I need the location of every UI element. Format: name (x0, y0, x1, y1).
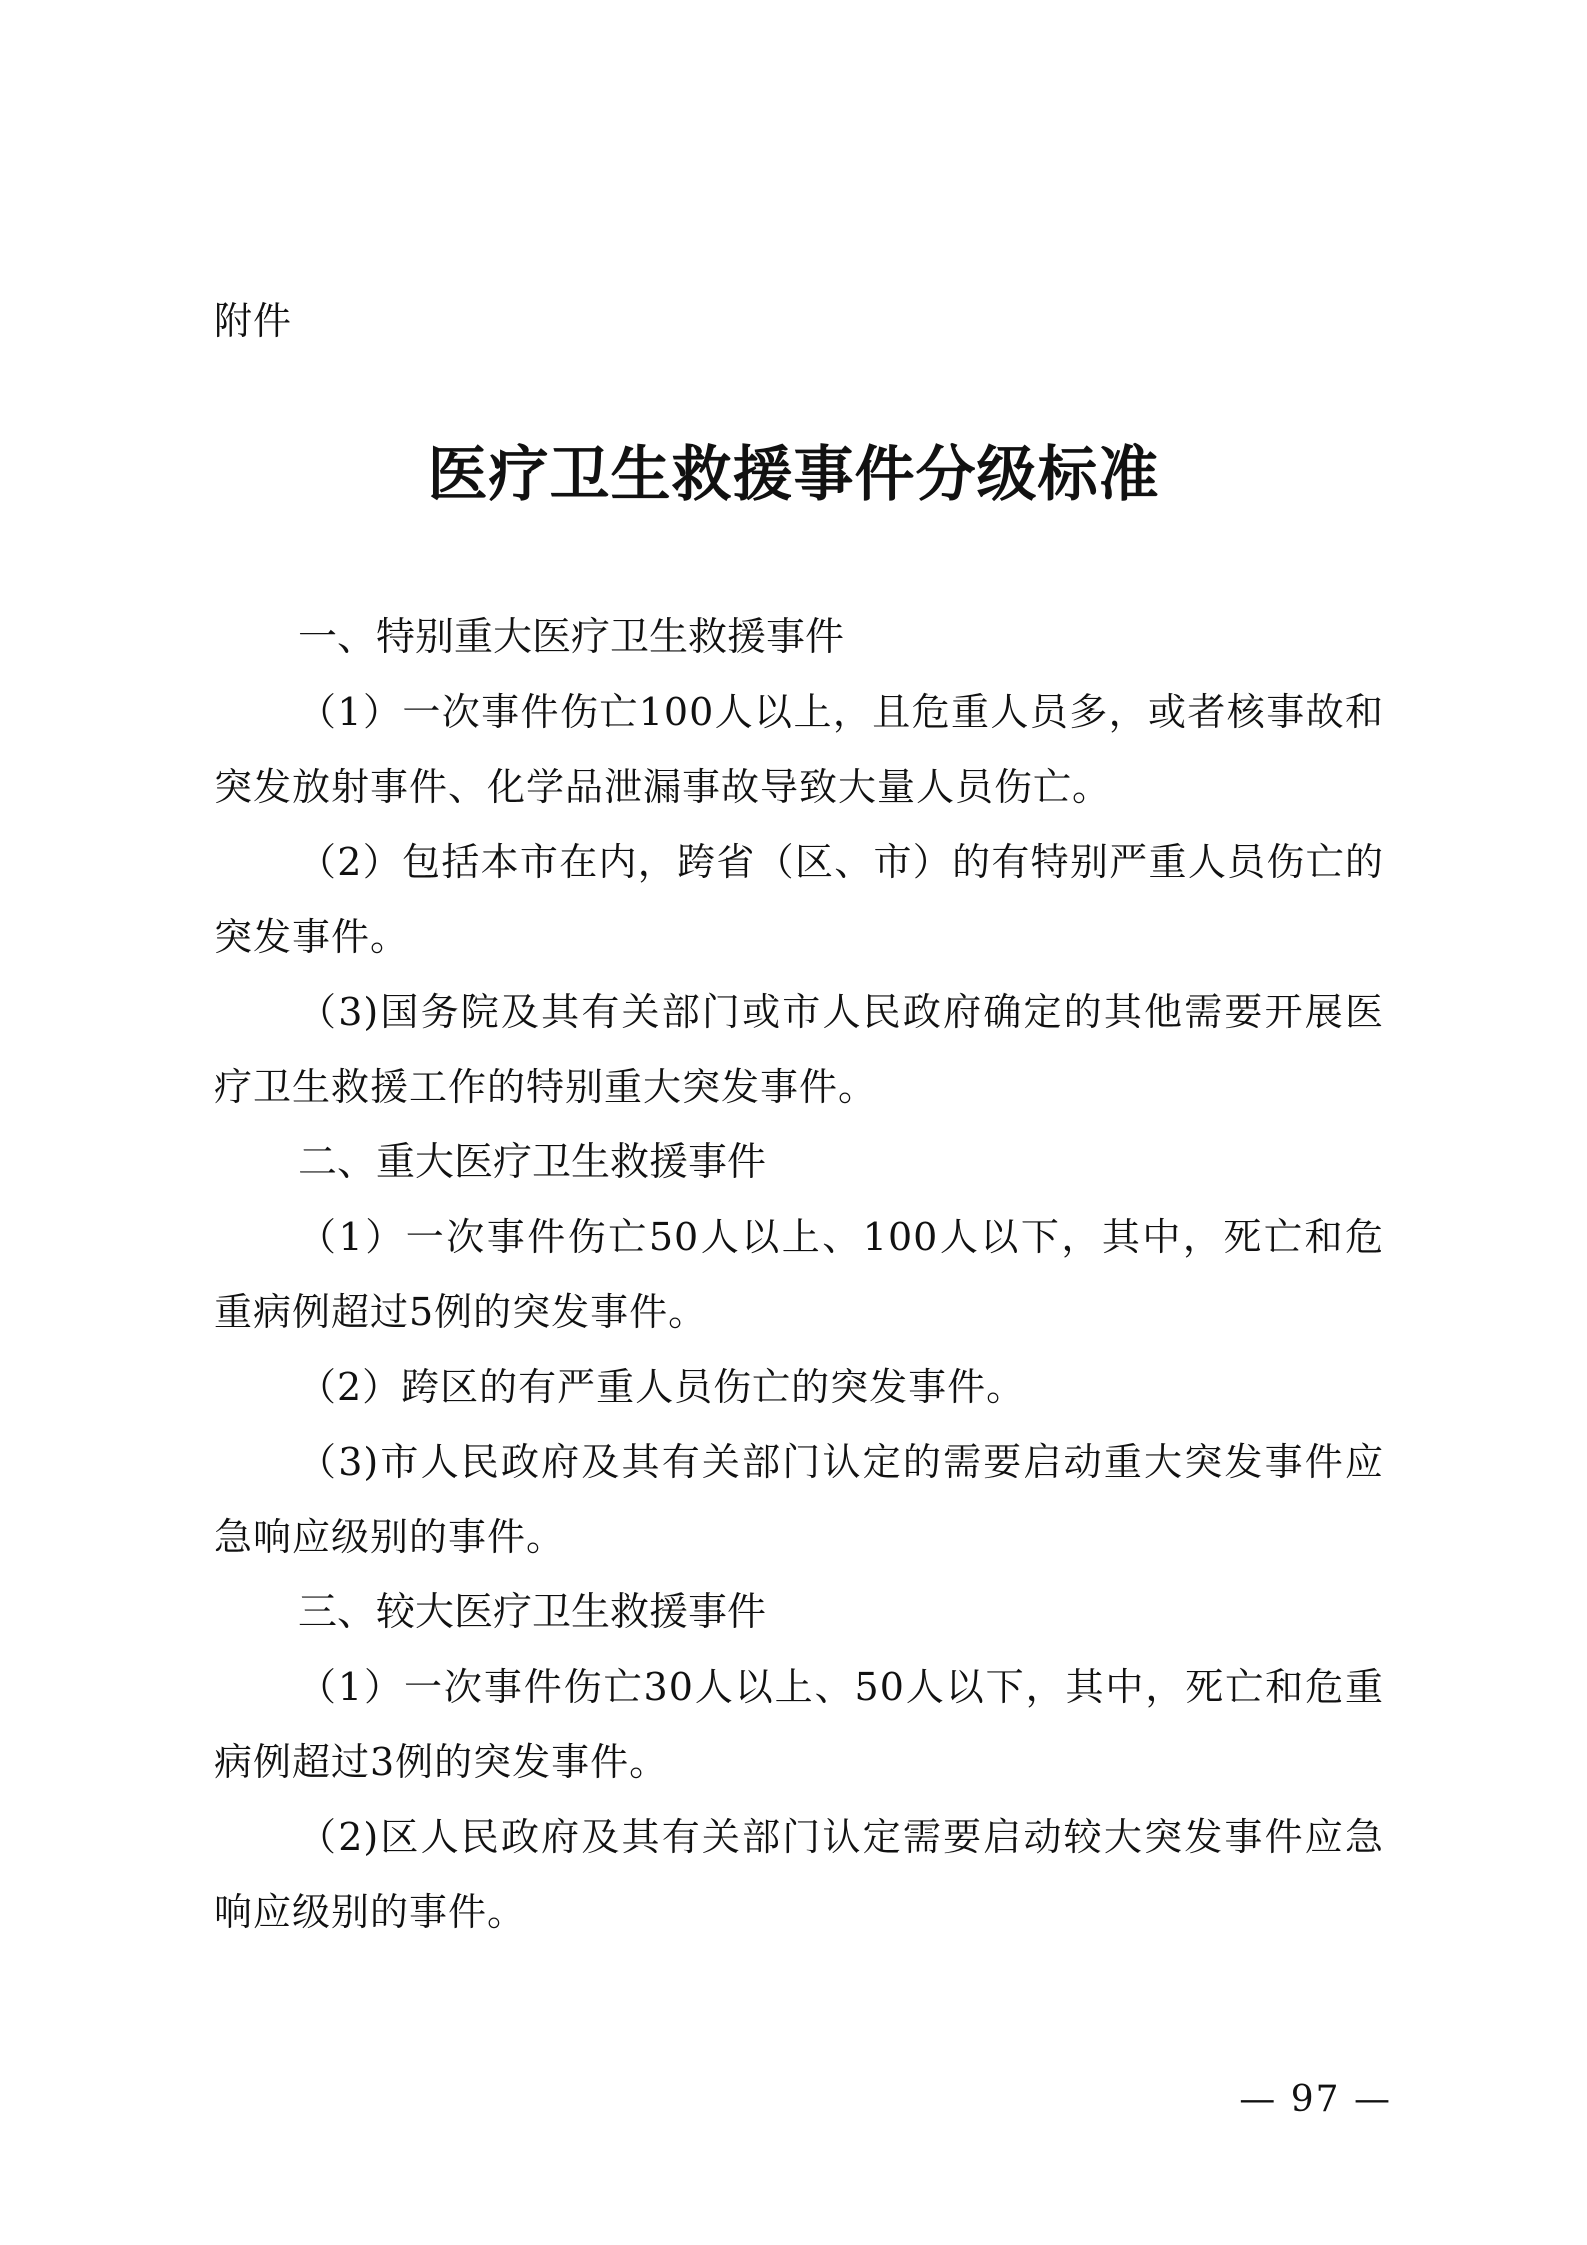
list-item: （1）一次事件伤亡30人以上、50人以下，其中，死亡和危重病例超过3例的突发事件。 (214, 1665, 1384, 1784)
section-heading: 一、特别重大医疗卫生救援事件 (298, 615, 845, 660)
list-item: （3)市人民政府及其有关部门认定的需要启动重大突发事件应急响应级别的事件。 (214, 1440, 1384, 1559)
attachment-label: 附件 (214, 299, 293, 343)
list-item: （2）跨区的有严重人员伤亡的突发事件。 (298, 1365, 1026, 1409)
list-item: （1）一次事件伤亡100人以上，且危重人员多，或者核事故和突发放射事件、化学品泄漏事故导致大量人员伤亡。 (214, 690, 1384, 809)
section-especially-major (214, 600, 1384, 1125)
list-item: （2）包括本市在内，跨省（区、市）的有特别严重人员伤亡的突发事件。 (214, 840, 1384, 959)
section-relatively-major (214, 1575, 1384, 1950)
section-heading: 二、重大医疗卫生救援事件 (298, 1140, 767, 1185)
section-heading: 三、较大医疗卫生救援事件 (298, 1590, 767, 1635)
list-item: （2)区人民政府及其有关部门认定需要启动较大突发事件应急响应级别的事件。 (214, 1815, 1384, 1934)
document-title: 医疗卫生救援事件分级标准 (427, 440, 1160, 510)
document-body (214, 600, 1384, 1950)
page-number: — 97 — (1239, 2079, 1392, 2120)
list-item: （3)国务院及其有关部门或市人民政府确定的其他需要开展医疗卫生救援工作的特别重大突发事件。 (214, 990, 1384, 1109)
list-item: （1）一次事件伤亡50人以上、100人以下，其中，死亡和危重病例超过5例的突发事件。 (214, 1215, 1384, 1334)
section-major (214, 1125, 1384, 1575)
